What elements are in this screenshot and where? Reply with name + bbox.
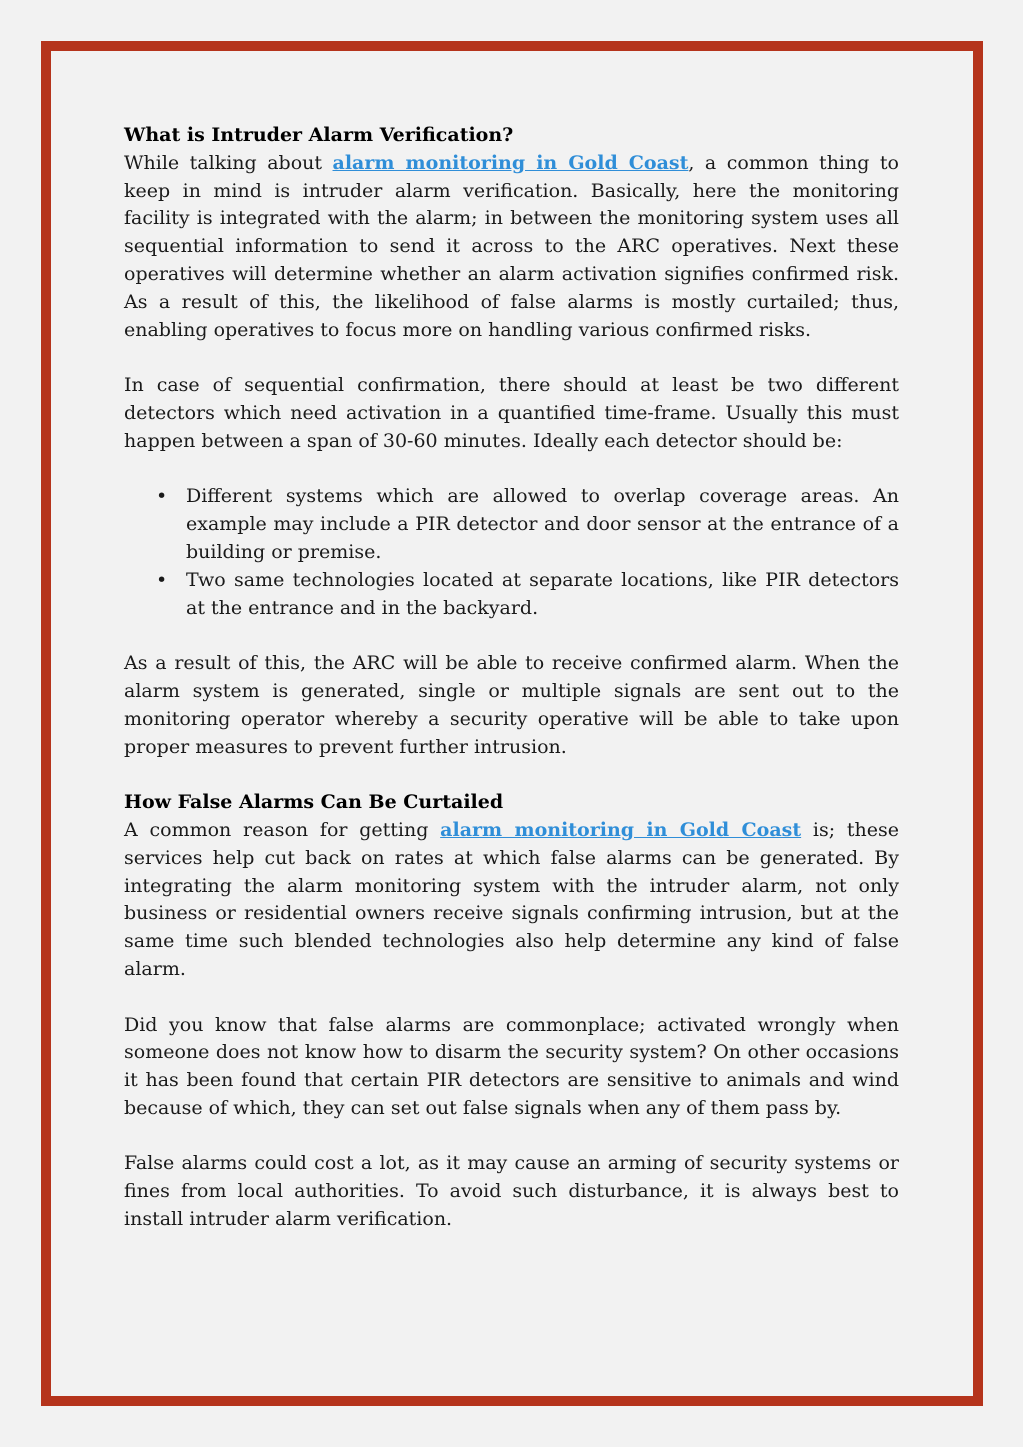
detector-bullet-list (124, 483, 899, 622)
paragraph-did-you-know: Did you know that false alarms are commonplace; activated wrongly when someone does not know how to disarm the security system? On other occasions it has been found that certain PIR detectors are sensitive to animals and wind because of which, they can set out false signals when any of them pass by. (124, 1013, 899, 1119)
list-item-text: Two same technologies located at separate locations, like PIR detectors at the entrance and in the backyard. (186, 568, 899, 619)
bullet-icon: • (156, 568, 168, 591)
section-heading-intruder-alarm-verification: What is Intruder Alarm Verification? (124, 124, 514, 146)
paragraph-common-reason-end: is; these services help cut back on rates at which false alarms can be generated. By integrating the alarm monitoring system with the intruder alarm, not only business or residential owners receive signals confirming intrusion, but at the same time such blended technologies also help determine any kind of false alarm. (124, 818, 900, 980)
paragraph-intro-end: , a common thing to keep in mind is intruder alarm verification. Basically, here the monitoring facility is integrated with the alarm; in between the monitoring system uses all sequential information to send it across to the ARC operatives. Next these operatives will determine whether an alarm activation signifies confirmed risk. As a result of this, the likelihood of false alarms is mostly curtailed; thus, enabling operatives to focus more on handling various confirmed risks. (124, 151, 899, 341)
alarm-monitoring-link-2[interactable]: alarm monitoring in Gold Coast (440, 818, 802, 841)
paragraph-intro-start: While talking about (124, 151, 333, 174)
list-item (156, 567, 899, 623)
list-item (156, 483, 899, 566)
document-body (124, 122, 899, 1234)
section-heading-false-alarms: How False Alarms Can Be Curtailed (124, 791, 504, 814)
paragraph-intro (124, 150, 899, 345)
paragraph-sequential-confirmation: In case of sequential confirmation, there should at least be two different detectors which need activation in a quantified time-frame. Usually this must happen between a span of 30-60 minutes. Ideally each detector should be: (124, 374, 899, 452)
alarm-monitoring-link[interactable]: alarm monitoring in Gold Coast (332, 151, 689, 174)
bullet-icon: • (156, 485, 168, 508)
paragraph-arc-confirmed-alarm: As a result of this, the ARC will be able to receive confirmed alarm. When the alarm system is generated, single or multiple signals are sent out to the monitoring operator whereby a security operative will be able to take upon proper measures to prevent further intrusion. (124, 652, 899, 758)
paragraph-common-reason-start: A common reason for getting (124, 818, 441, 841)
paragraph-common-reason (124, 817, 899, 984)
paragraph-false-alarm-cost: False alarms could cost a lot, as it may cause an arming of security systems or fines from local authorities. To avoid such disturbance, it is always best to install intruder alarm verification. (124, 1152, 899, 1231)
list-item-text: Different systems which are allowed to overlap coverage areas. An example may include a PIR detector and door sensor at the entrance of a building or premise. (186, 485, 899, 563)
